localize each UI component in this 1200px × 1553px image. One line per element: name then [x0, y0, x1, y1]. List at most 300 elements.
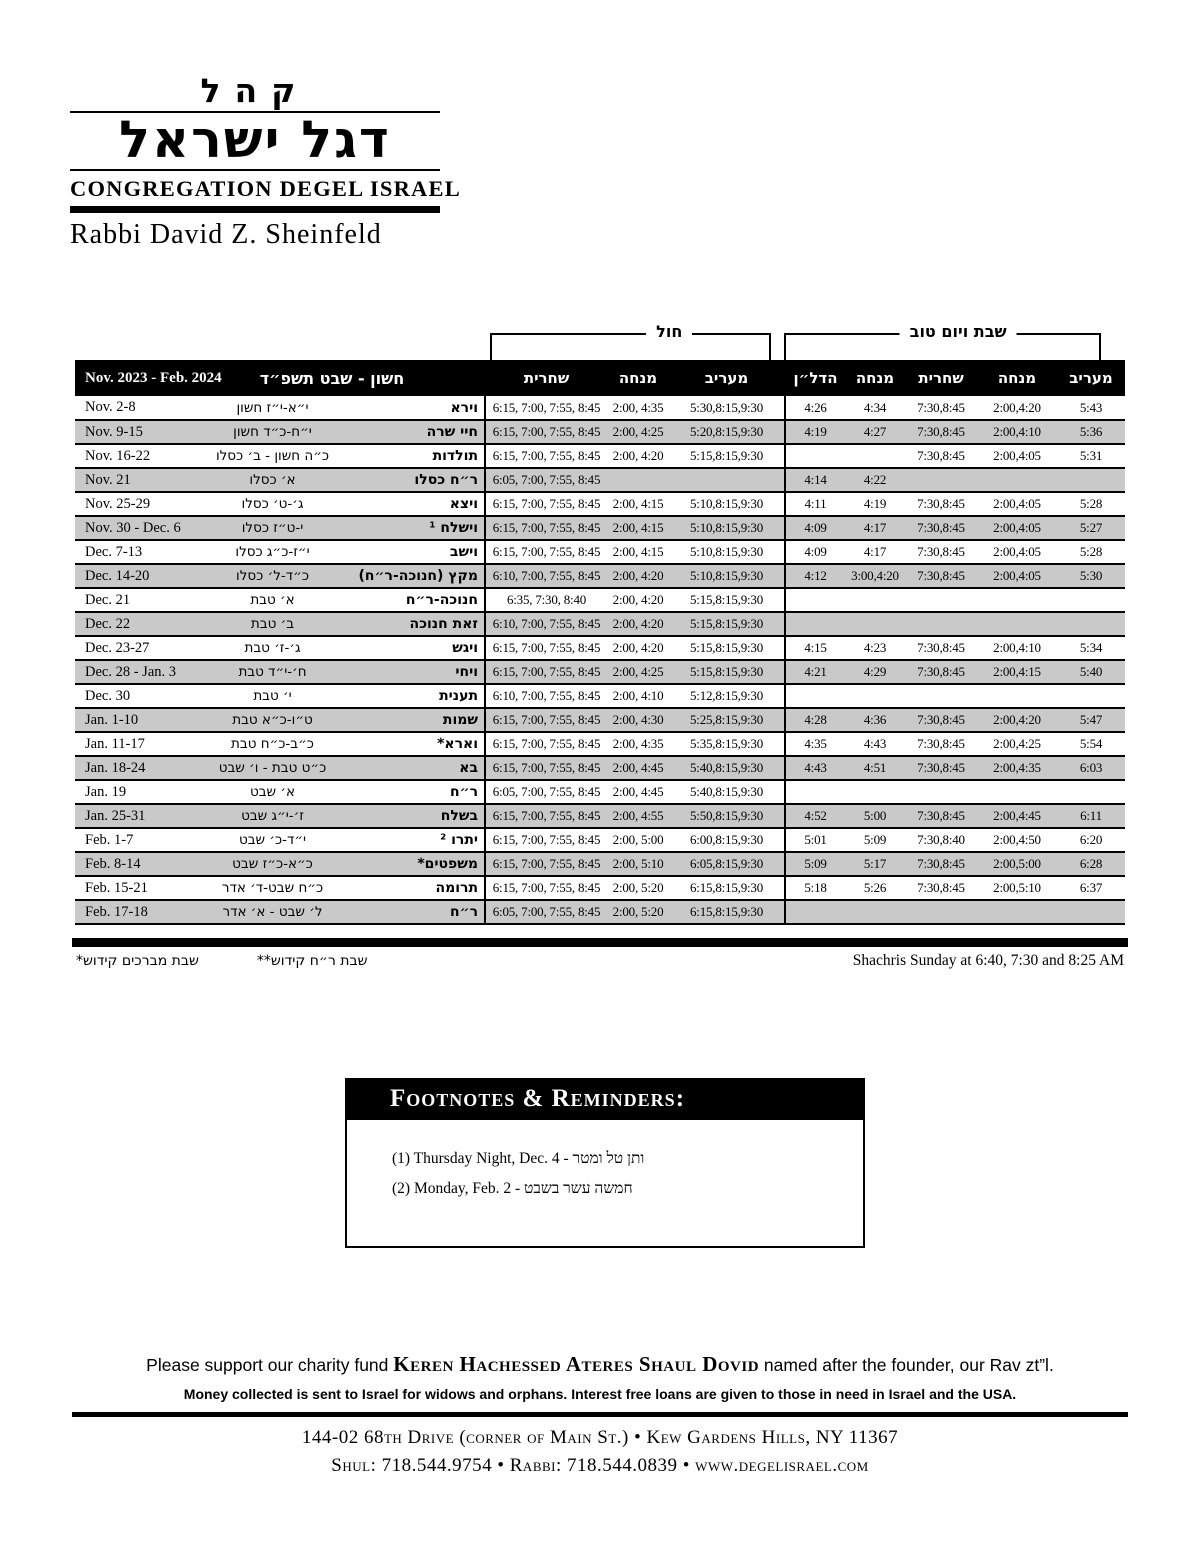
row-shabbos-maariv: 5:40 [1079, 664, 1103, 679]
row-parsha: תענית [439, 688, 479, 704]
row-weekday-maariv: 5:15,8:15,9:30 [689, 592, 764, 607]
row-shabbos-maariv: 6:20 [1079, 832, 1103, 847]
shabbos-group-bracket [784, 322, 1101, 360]
row-shabbos-maariv: 5:28 [1079, 496, 1103, 511]
row-weekday-maariv: 5:10,8:15,9:30 [689, 496, 764, 511]
row-shabbos-shacharis [905, 612, 977, 636]
row-candle-lighting [785, 684, 845, 708]
row-parsha: יתרו ² [440, 832, 479, 848]
row-friday-mincha: 4:17 [863, 544, 887, 559]
legend-shabbos-mevorchim: שבת מברכים קידוש* [76, 953, 199, 969]
footnotes-box [345, 1078, 865, 1248]
schedule-row [75, 492, 1125, 516]
row-shabbos-shacharis: 7:30,8:45 [917, 399, 965, 415]
row-hebrew-date: ב׳ טבת [250, 616, 295, 632]
row-weekday-maariv: 5:25,8:15,9:30 [689, 712, 764, 727]
row-shabbos-mincha: 2:00,4:45 [993, 808, 1041, 823]
row-parsha: מקץ (חנוכה-ר״ח) [358, 568, 479, 584]
row-weekday-shacharis: 6:15, 7:00, 7:55, 8:45 [485, 852, 607, 876]
schedule-row [75, 708, 1125, 732]
row-parsha: בא [459, 760, 479, 776]
schedule-row [75, 612, 1125, 636]
logo-hebrew-main: דגל ישראל [119, 110, 391, 170]
row-dates: Jan. 18-24 [85, 759, 146, 776]
shabbos-group-label: שבת ויום טוב [900, 322, 1017, 341]
row-dates: Jan. 25-31 [85, 807, 146, 824]
footnote-item: (2) Monday, Feb. 2 - חמשה עשר בשבט [392, 1180, 633, 1197]
row-hebrew-date: י״ז-כ״ג כסלו [235, 544, 310, 560]
row-weekday-shacharis: 6:15, 7:00, 7:55, 8:45 [485, 732, 607, 756]
row-weekday-shacharis: 6:15, 7:00, 7:55, 8:45 [485, 540, 607, 564]
row-parsha: שמות [442, 712, 479, 728]
row-shabbos-maariv [1057, 900, 1125, 924]
row-shabbos-shacharis: 7:30,8:45 [917, 424, 965, 439]
row-weekday-mincha: 2:00, 4:10 [612, 688, 664, 703]
row-shabbos-maariv: 5:54 [1079, 736, 1103, 751]
row-candle-lighting: 4:43 [785, 756, 845, 780]
row-weekday-shacharis: 6:05, 7:00, 7:55, 8:45 [485, 900, 607, 924]
row-parsha: חנוכה-ר״ח [405, 592, 479, 608]
row-shabbos-maariv [1057, 588, 1125, 612]
row-weekday-mincha: 2:00, 4:20 [612, 640, 664, 655]
row-weekday-maariv: 6:00,8:15,9:30 [689, 832, 764, 847]
footnotes-body [345, 1120, 865, 1248]
schedule-row [75, 396, 1125, 420]
row-friday-mincha [845, 588, 905, 612]
row-shabbos-maariv [1057, 468, 1125, 492]
row-weekday-mincha: 2:00, 4:20 [612, 568, 664, 583]
row-parsha: ר״ח כסלו [414, 472, 479, 488]
row-weekday-shacharis: 6:15, 7:00, 7:55, 8:45 [485, 636, 607, 660]
row-candle-lighting [785, 588, 845, 612]
schedule-row [75, 516, 1125, 540]
row-dates: Nov. 2-8 [85, 399, 136, 415]
row-shabbos-maariv: 5:36 [1079, 424, 1103, 439]
row-dates: Feb. 1-7 [85, 831, 134, 848]
row-shabbos-mincha: 2:00,5:10 [993, 880, 1041, 895]
row-shabbos-shacharis: 7:30,8:45 [917, 808, 965, 823]
row-weekday-maariv: 5:15,8:15,9:30 [689, 616, 764, 631]
row-weekday-shacharis: 6:10, 7:00, 7:55, 8:45 [485, 612, 607, 636]
row-weekday-maariv: 5:12,8:15,9:30 [689, 688, 764, 703]
row-shabbos-mincha: 2:00,4:05 [993, 496, 1041, 511]
row-weekday-maariv: 5:15,8:15,9:30 [689, 640, 764, 655]
row-candle-lighting: 5:18 [785, 876, 845, 900]
row-parsha: חיי שרה [426, 424, 479, 440]
schedule-row [75, 780, 1125, 804]
row-weekday-shacharis: 6:15, 7:00, 7:55, 8:45 [485, 804, 607, 828]
hebrew-range-header: חשון - שבט תשפ״ד [259, 368, 405, 388]
row-friday-mincha: 4:43 [863, 736, 887, 751]
row-friday-mincha: 5:17 [863, 856, 887, 871]
row-shabbos-shacharis: 7:30,8:45 [917, 568, 965, 583]
row-shabbos-mincha [977, 684, 1057, 708]
row-friday-mincha [845, 780, 905, 804]
weekday-mincha-header: מנחה [618, 369, 658, 387]
weekday-group-bracket [490, 322, 771, 360]
row-dates: Dec. 30 [85, 687, 131, 704]
row-friday-mincha [845, 900, 905, 924]
schedule-row [75, 804, 1125, 828]
row-candle-lighting: 4:19 [785, 420, 845, 444]
legend-rosh-chodesh-kiddush: שבת ר״ח קידוש** [256, 953, 368, 969]
date-range-header: Nov. 2023 - Feb. 2024 [85, 369, 222, 386]
masthead-bar [70, 206, 440, 213]
row-shabbos-maariv [1057, 780, 1125, 804]
schedule-row [75, 420, 1125, 444]
row-shabbos-mincha: 2:00,5:00 [993, 856, 1041, 871]
row-hebrew-date: י״ד-כ׳ שבט [238, 832, 307, 848]
row-shabbos-mincha: 2:00,4:10 [993, 640, 1041, 655]
row-friday-mincha: 4:51 [863, 760, 887, 775]
row-weekday-mincha: 2:00, 4:15 [612, 544, 664, 559]
row-hebrew-date: א׳ כסלו [249, 472, 296, 488]
row-shabbos-mincha: 2:00,4:25 [993, 736, 1041, 751]
charity-fund-name: Keren Hachessed Ateres Shaul Dovid [393, 1352, 760, 1376]
row-shabbos-mincha: 2:00,4:05 [993, 448, 1041, 463]
row-hebrew-date: א׳ טבת [250, 592, 295, 608]
row-weekday-maariv: 5:10,8:15,9:30 [689, 568, 764, 583]
row-dates: Dec. 14-20 [85, 567, 150, 584]
charity-detail: Money collected is sent to Israel for widows and orphans. Interest free loans are given to those in need in Israel and the USA. [183, 1386, 1017, 1402]
row-weekday-maariv [669, 468, 785, 492]
row-friday-mincha [845, 684, 905, 708]
row-shabbos-shacharis: 7:30,8:45 [917, 544, 965, 559]
row-weekday-maariv: 5:30,8:15,9:30 [689, 399, 764, 415]
row-shabbos-shacharis: 7:30,8:45 [917, 520, 965, 535]
row-dates: Nov. 16-22 [85, 447, 151, 464]
row-dates: Dec. 21 [85, 591, 131, 608]
row-friday-mincha: 3:00,4:20 [851, 568, 899, 583]
row-shabbos-shacharis [905, 780, 977, 804]
row-shabbos-mincha: 2:00,4:05 [993, 568, 1041, 583]
row-candle-lighting: 4:28 [785, 708, 845, 732]
schedule-row [75, 732, 1125, 756]
row-weekday-shacharis: 6:15, 7:00, 7:55, 8:45 [485, 516, 607, 540]
row-weekday-shacharis: 6:10, 7:00, 7:55, 8:45 [485, 684, 607, 708]
row-shabbos-shacharis: 7:30,8:45 [917, 712, 965, 727]
legend-sunday-shachris: Shachris Sunday at 6:40, 7:30 and 8:25 AM [852, 952, 1124, 969]
row-parsha: וירא [450, 399, 479, 416]
row-parsha: וישלח ¹ [429, 520, 479, 536]
row-shabbos-maariv: 6:03 [1079, 760, 1103, 775]
footer [0, 1424, 1200, 1480]
charity-suffix: named after the founder, our Rav zt”l. [763, 1355, 1054, 1375]
row-shabbos-mincha: 2:00,4:20 [993, 712, 1041, 727]
row-candle-lighting [785, 612, 845, 636]
row-hebrew-date: י׳ טבת [253, 688, 292, 704]
shabbos-maariv-header: מעריב [1069, 369, 1113, 387]
row-hebrew-date: כ״ה חשון - ב׳ כסלו [215, 448, 330, 464]
row-weekday-mincha: 2:00, 4:35 [612, 736, 664, 751]
row-shabbos-mincha: 2:00,4:20 [993, 399, 1041, 415]
row-friday-mincha: 4:27 [863, 424, 887, 439]
row-candle-lighting: 5:01 [785, 828, 845, 852]
row-weekday-maariv: 5:35,8:15,9:30 [689, 736, 764, 751]
row-dates: Dec. 23-27 [85, 639, 150, 656]
row-dates: Nov. 25-29 [85, 495, 151, 512]
row-dates: Feb. 8-14 [85, 855, 141, 872]
friday-mincha-header: מנחה [855, 369, 895, 387]
row-candle-lighting [785, 780, 845, 804]
schedule-row [75, 468, 1125, 492]
row-weekday-maariv: 6:15,8:15,9:30 [689, 880, 764, 895]
footer-rule [72, 1412, 1128, 1417]
schedule-row [75, 828, 1125, 852]
schedule-row [75, 900, 1125, 924]
row-weekday-mincha: 2:00, 4:45 [612, 760, 664, 775]
row-shabbos-shacharis [905, 684, 977, 708]
row-friday-mincha: 4:19 [863, 496, 887, 511]
row-weekday-maariv: 5:15,8:15,9:30 [689, 448, 764, 463]
row-shabbos-shacharis: 7:30,8:45 [917, 496, 965, 511]
row-weekday-shacharis: 6:05, 7:00, 7:55, 8:45 [485, 468, 607, 492]
row-dates: Dec. 22 [85, 615, 131, 632]
row-shabbos-mincha: 2:00,4:05 [993, 544, 1041, 559]
row-candle-lighting [785, 444, 845, 468]
row-weekday-mincha: 2:00, 5:00 [612, 832, 664, 847]
row-weekday-shacharis: 6:15, 7:00, 7:55, 8:45 [485, 828, 607, 852]
row-weekday-shacharis: 6:35, 7:30, 8:40 [485, 588, 607, 612]
row-shabbos-maariv: 5:31 [1079, 448, 1103, 463]
charity-line [0, 1352, 1200, 1377]
row-candle-lighting [785, 900, 845, 924]
row-dates: Feb. 15-21 [85, 879, 148, 896]
schedule-row [75, 876, 1125, 900]
footer-contact: Shul: 718.544.9754 • Rabbi: 718.544.0839 • www.degelisrael.com [331, 1455, 869, 1476]
row-candle-lighting: 4:12 [785, 564, 845, 588]
row-shabbos-mincha [977, 588, 1057, 612]
row-hebrew-date: כ״א-כ״ז שבט [232, 856, 313, 872]
row-shabbos-shacharis [905, 468, 977, 492]
row-shabbos-mincha: 2:00,4:15 [993, 664, 1041, 679]
row-shabbos-mincha: 2:00,4:05 [993, 520, 1041, 535]
footer-address: 144-02 68th Drive (corner of Main St.) • Kew Gardens Hills, NY 11367 [301, 1427, 899, 1448]
row-parsha: ויגש [452, 640, 479, 656]
row-weekday-maariv: 5:10,8:15,9:30 [689, 544, 764, 559]
row-shabbos-shacharis: 7:30,8:45 [917, 448, 965, 463]
row-shabbos-maariv: 6:11 [1080, 808, 1102, 823]
row-candle-lighting: 4:15 [785, 636, 845, 660]
row-parsha: תרומה [435, 880, 479, 896]
row-shabbos-maariv [1057, 612, 1125, 636]
row-dates: Dec. 28 - Jan. 3 [85, 663, 177, 680]
row-parsha: ויחי [455, 664, 479, 680]
row-candle-lighting: 4:11 [785, 492, 845, 516]
row-friday-mincha: 4:29 [863, 664, 887, 679]
row-hebrew-date: כ״ט טבת - ו׳ שבט [218, 760, 327, 776]
row-shabbos-mincha: 2:00,4:35 [993, 760, 1041, 775]
row-friday-mincha: 5:00 [863, 808, 887, 823]
row-weekday-shacharis: 6:15, 7:00, 7:55, 8:45 [485, 708, 607, 732]
row-shabbos-maariv: 5:34 [1079, 640, 1103, 655]
rabbi-name: Rabbi David Z. Sheinfeld [70, 219, 382, 251]
row-friday-mincha: 5:09 [863, 832, 887, 847]
row-shabbos-shacharis: 7:30,8:45 [917, 640, 965, 655]
row-hebrew-date: ג׳-ז׳ טבת [244, 640, 301, 656]
row-shabbos-shacharis: 7:30,8:45 [917, 664, 965, 679]
row-shabbos-shacharis: 7:30,8:45 [917, 736, 965, 751]
row-weekday-mincha: 2:00, 5:10 [612, 856, 664, 871]
row-dates: Nov. 21 [85, 471, 131, 488]
charity-prefix: Please support our charity fund [146, 1355, 389, 1375]
row-shabbos-maariv: 6:37 [1079, 880, 1103, 895]
row-shabbos-shacharis: 7:30,8:45 [917, 880, 965, 895]
row-weekday-mincha: 2:00, 4:20 [612, 616, 664, 631]
row-weekday-mincha: 2:00, 4:25 [612, 424, 664, 439]
row-parsha: ר״ח [450, 784, 479, 800]
row-shabbos-mincha [977, 468, 1057, 492]
congregation-name: CONGREGATION DEGEL ISRAEL [70, 176, 461, 202]
row-weekday-mincha [607, 468, 669, 492]
row-friday-mincha [845, 612, 905, 636]
row-weekday-maariv: 5:20,8:15,9:30 [689, 424, 764, 439]
row-weekday-mincha: 2:00, 4:25 [612, 664, 664, 679]
row-hebrew-date: כ״ב-כ״ח טבת [231, 736, 314, 752]
candle-lighting-header: הדל״ן [785, 360, 845, 396]
weekday-group-label: חול [646, 322, 692, 341]
row-weekday-mincha: 2:00, 4:35 [612, 399, 664, 415]
footnotes-title: Footnotes & Reminders: [345, 1078, 865, 1120]
schedule-row [75, 444, 1125, 468]
row-weekday-mincha: 2:00, 5:20 [612, 904, 664, 919]
row-weekday-shacharis: 6:15, 7:00, 7:55, 8:45 [485, 492, 607, 516]
shabbos-mincha-header: מנחה [997, 369, 1037, 387]
row-parsha: זאת חנוכה [409, 616, 479, 632]
row-shabbos-mincha [977, 900, 1057, 924]
row-shabbos-shacharis [905, 588, 977, 612]
row-dates: Nov. 9-15 [85, 423, 143, 440]
row-weekday-shacharis: 6:10, 7:00, 7:55, 8:45 [485, 564, 607, 588]
row-weekday-shacharis: 6:05, 7:00, 7:55, 8:45 [485, 780, 607, 804]
masthead [70, 71, 461, 251]
row-candle-lighting: 4:35 [785, 732, 845, 756]
row-hebrew-date: י״ח-כ״ד חשון [233, 424, 312, 440]
schedule-table [75, 360, 1125, 925]
schedule-row [75, 540, 1125, 564]
row-candle-lighting: 4:09 [785, 540, 845, 564]
row-hebrew-date: ג׳-ט׳ כסלו [241, 496, 304, 512]
row-shabbos-shacharis: 7:30,8:40 [917, 832, 965, 847]
schedule-row [75, 636, 1125, 660]
row-parsha: ר״ח [450, 904, 479, 920]
schedule-row [75, 852, 1125, 876]
row-shabbos-shacharis [905, 900, 977, 924]
row-weekday-mincha: 2:00, 5:20 [612, 880, 664, 895]
row-hebrew-date: י״א-י״ז חשון [236, 399, 309, 416]
row-hebrew-date: ל׳ שבט - א׳ אדר [222, 904, 323, 920]
row-shabbos-maariv [1057, 684, 1125, 708]
row-dates: Feb. 17-18 [85, 903, 148, 920]
row-friday-mincha: 4:36 [863, 712, 887, 727]
row-dates: Dec. 7-13 [85, 543, 143, 560]
row-hebrew-date: א׳ שבט [249, 784, 296, 800]
row-shabbos-shacharis: 7:30,8:45 [917, 856, 965, 871]
row-candle-lighting: 4:21 [785, 660, 845, 684]
shabbos-shacharis-header: שחרית [918, 369, 964, 387]
row-shabbos-shacharis: 7:30,8:45 [917, 760, 965, 775]
row-shabbos-maariv: 5:47 [1079, 712, 1103, 727]
row-candle-lighting: 4:14 [785, 468, 845, 492]
row-weekday-maariv: 5:10,8:15,9:30 [689, 520, 764, 535]
row-weekday-mincha: 2:00, 4:15 [612, 520, 664, 535]
row-shabbos-maariv: 5:27 [1079, 520, 1103, 535]
row-shabbos-maariv: 5:43 [1079, 399, 1103, 415]
row-shabbos-maariv: 6:28 [1079, 856, 1103, 871]
row-parsha: תולדות [432, 448, 479, 464]
row-weekday-shacharis: 6:15, 7:00, 7:55, 8:45 [485, 396, 607, 420]
row-weekday-shacharis: 6:15, 7:00, 7:55, 8:45 [485, 660, 607, 684]
row-weekday-mincha: 2:00, 4:15 [612, 496, 664, 511]
row-shabbos-mincha [977, 612, 1057, 636]
row-dates: Jan. 19 [85, 783, 127, 800]
row-shabbos-maariv: 5:30 [1079, 568, 1103, 583]
row-shabbos-mincha: 2:00,4:10 [993, 424, 1041, 439]
row-weekday-mincha: 2:00, 4:30 [612, 712, 664, 727]
row-weekday-mincha: 2:00, 4:20 [612, 448, 664, 463]
row-weekday-mincha: 2:00, 4:55 [612, 808, 664, 823]
row-weekday-shacharis: 6:15, 7:00, 7:55, 8:45 [485, 876, 607, 900]
row-friday-mincha: 4:23 [863, 640, 887, 655]
schedule-header-row [75, 360, 1125, 396]
row-friday-mincha: 4:34 [863, 399, 887, 415]
row-shabbos-maariv: 5:28 [1079, 544, 1103, 559]
row-friday-mincha: 5:26 [863, 880, 887, 895]
row-parsha: וישב [449, 544, 479, 560]
row-weekday-maariv: 5:50,8:15,9:30 [689, 808, 764, 823]
legend-row [76, 952, 1124, 970]
row-parsha: ויצא [449, 496, 479, 512]
row-weekday-maariv: 6:15,8:15,9:30 [689, 904, 764, 919]
row-dates: Jan. 11-17 [85, 735, 145, 752]
row-hebrew-date: כ״ח שבט-ד׳ אדר [221, 880, 324, 896]
row-weekday-maariv: 5:40,8:15,9:30 [689, 784, 764, 799]
row-weekday-maariv: 5:40,8:15,9:30 [689, 760, 764, 775]
schedule-row [75, 564, 1125, 588]
schedule-row [75, 588, 1125, 612]
schedule-row [75, 660, 1125, 684]
row-parsha: בשלח [440, 808, 479, 824]
row-candle-lighting: 5:09 [785, 852, 845, 876]
row-hebrew-date: כ״ד-ל׳ כסלו [236, 568, 309, 584]
row-weekday-shacharis: 6:15, 7:00, 7:55, 8:45 [485, 420, 607, 444]
row-hebrew-date: ט״ו-כ״א טבת [232, 712, 313, 728]
row-weekday-maariv: 6:05,8:15,9:30 [689, 856, 764, 871]
row-candle-lighting: 4:52 [785, 804, 845, 828]
row-friday-mincha: 4:22 [863, 472, 887, 487]
row-candle-lighting: 4:26 [785, 396, 845, 420]
schedule-row [75, 684, 1125, 708]
row-friday-mincha [845, 444, 905, 468]
row-friday-mincha: 4:17 [863, 520, 887, 535]
table-bottom-bar [72, 938, 1128, 947]
logo-hebrew-top: קהל [200, 71, 310, 110]
row-hebrew-date: ח׳-י״ד טבת [238, 664, 307, 680]
row-shabbos-mincha [977, 780, 1057, 804]
row-candle-lighting: 4:09 [785, 516, 845, 540]
schedule-row [75, 756, 1125, 780]
weekday-maariv-header: מעריב [704, 369, 749, 387]
row-parsha: וארא* [437, 736, 479, 752]
row-weekday-shacharis: 6:15, 7:00, 7:55, 8:45 [485, 444, 607, 468]
row-weekday-maariv: 5:15,8:15,9:30 [689, 664, 764, 679]
row-parsha: משפטים* [417, 856, 479, 872]
row-shabbos-mincha: 2:00,4:50 [993, 832, 1041, 847]
weekday-shacharis-header: שחרית [485, 360, 607, 396]
row-dates: Jan. 1-10 [85, 711, 139, 728]
row-hebrew-date: ז׳-י״ג שבט [241, 808, 304, 824]
row-hebrew-date: י-ט״ז כסלו [241, 520, 304, 536]
